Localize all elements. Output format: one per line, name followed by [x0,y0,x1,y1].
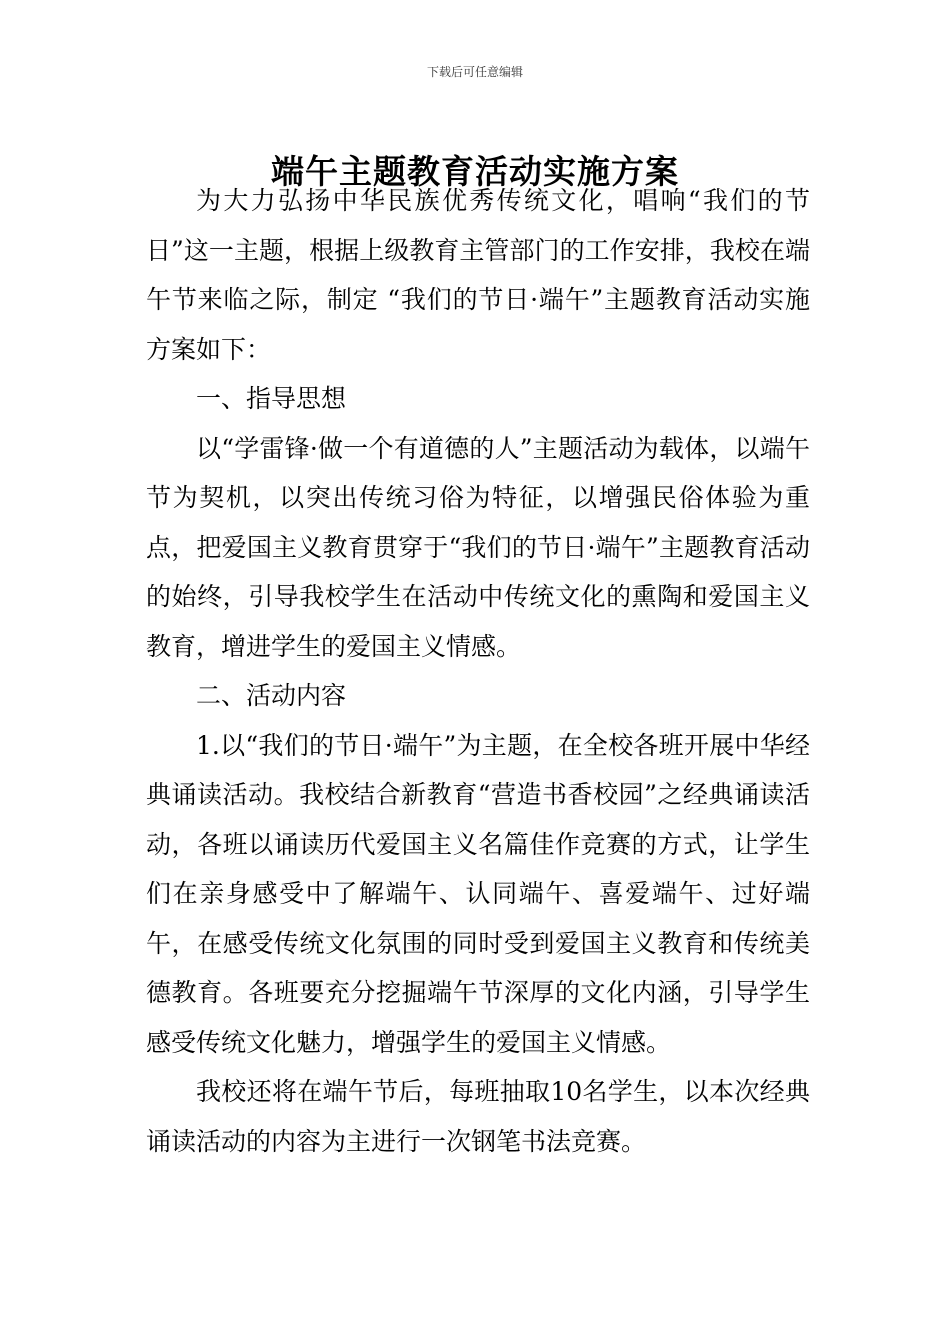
paragraph-intro: 为大力弘扬中华民族优秀传统文化，唱响“我们的节日”这一主题，根据上级教育主管部门的工作安排，我校在端午节来临之际，制定 “我们的节日·端午”主题教育活动实施方案如下： [146,186,810,364]
paragraph-activity-1: 1.以“我们的节日·端午”为主题，在全校各班开展中华经典诵读活动。我校结合新教育“营造书香校园”之经典诵读活动，各班以诵读历代爱国主义名篇佳作竞赛的方式，让学生们在亲身感受中了解端午、认同端午、喜爱端午、过好端午，在感受传统文化氛围的同时受到爱国主义教育和传统美德教育。各班要充分挖掘端午节深厚的文化内涵，引导学生感受传统文化魅力，增强学生的爱国主义情感。 [146,730,810,1057]
section-heading-guiding-ideology: 一、指导思想 [196,384,347,413]
paragraph-calligraphy-contest: 我校还将在端午节后，每班抽取10名学生，以本次经典诵读活动的内容为主进行一次钢笔书法竞赛。 [146,1077,810,1156]
section-heading-activity-content: 二、活动内容 [196,681,347,710]
document-body [146,176,810,1166]
header-note: 下载后可任意编辑 [426,65,523,79]
paragraph-guiding-ideology: 以“学雷锋·做一个有道德的人”主题活动为载体，以端午节为契机，以突出传统习俗为特征，以增强民俗体验为重点，把爱国主义教育贯穿于“我们的节日·端午”主题教育活动的始终，引导我校学生在活动中传统文化的熏陶和爱国主义教育，增进学生的爱国主义情感。 [146,433,810,661]
document-title: 端午主题教育活动实施方案 [271,152,679,192]
